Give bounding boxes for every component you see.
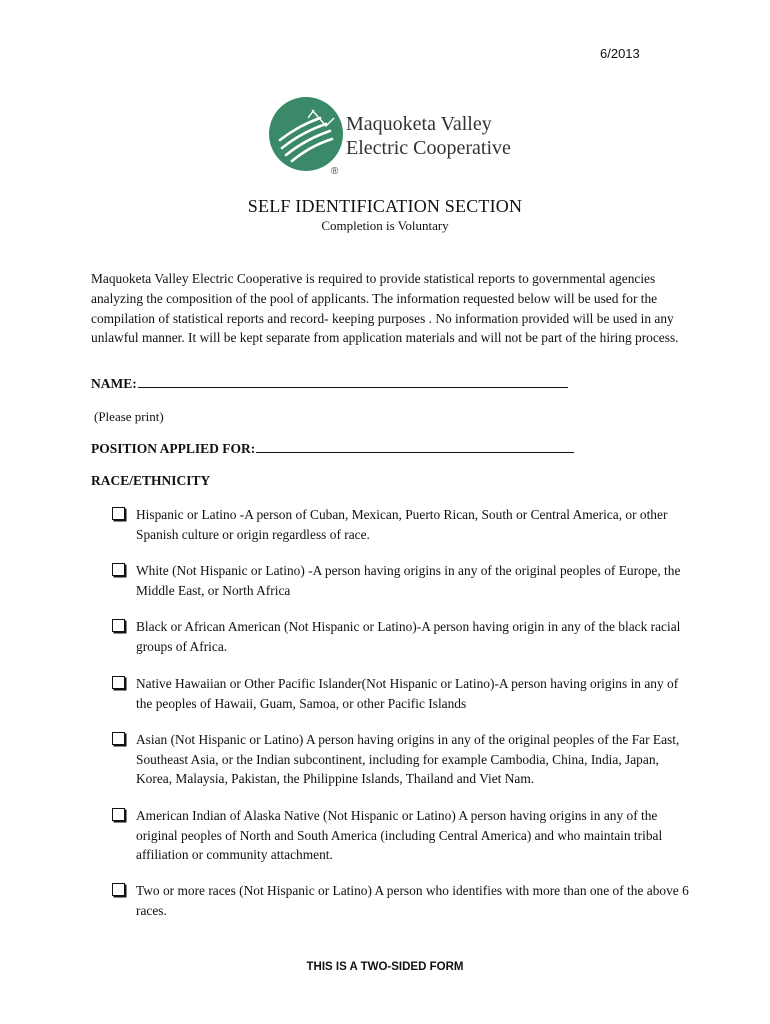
name-input-line[interactable] bbox=[138, 386, 568, 388]
checkbox[interactable] bbox=[112, 563, 125, 576]
checkbox[interactable] bbox=[112, 883, 125, 896]
checkbox[interactable] bbox=[112, 808, 125, 821]
name-field[interactable] bbox=[91, 376, 568, 392]
logo-wordmark bbox=[346, 112, 511, 160]
checkbox[interactable] bbox=[112, 507, 125, 520]
option-label: Native Hawaiian or Other Pacific Islander(Not Hispanic or Latino)-A person having origins in any of the peoples of Hawaii, Guam, Samoa, or other Pacific Islands bbox=[136, 676, 679, 711]
cooperative-logo-icon bbox=[268, 96, 344, 172]
section-title: SELF IDENTIFICATION SECTION bbox=[247, 196, 523, 216]
position-field[interactable] bbox=[91, 441, 574, 457]
option-label: Two or more races (Not Hispanic or Latino) A person who identifies with more than one of the above 6 races. bbox=[136, 883, 689, 918]
race-ethnicity-heading: RACE/ETHNICITY bbox=[91, 473, 211, 488]
name-label: NAME: bbox=[91, 376, 137, 391]
logo-line-1: Maquoketa Valley bbox=[346, 113, 492, 135]
checkbox[interactable] bbox=[112, 619, 125, 632]
intro-paragraph: Maquoketa Valley Electric Cooperative is required to provide statistical reports to governmental agencies analyzing the composition of the pool of applicants. The information requested below will be used for the compilation of statistical reports and record- keeping purposes . No information provided will be used in any unlawful manner. It will be kept separate from application materials and will not be part of the hiring process. bbox=[91, 271, 679, 346]
position-input-line[interactable] bbox=[256, 451, 574, 453]
logo-line-2: Electric Cooperative bbox=[346, 137, 511, 159]
checkbox[interactable] bbox=[112, 732, 125, 745]
option-label: Black or African American (Not Hispanic or Latino)-A person having origin in any of the black racial groups of Africa. bbox=[136, 619, 681, 654]
option-label: Hispanic or Latino -A person of Cuban, Mexican, Puerto Rican, South or Central America, or other Spanish culture or origin regardless of race. bbox=[136, 507, 668, 542]
checkbox[interactable] bbox=[112, 676, 125, 689]
form-date: 6/2013 bbox=[600, 46, 640, 61]
company-logo bbox=[268, 96, 511, 184]
option-label: Asian (Not Hispanic or Latino) A person having origins in any of the original peoples of the Far East, Southeast Asia, or the Indian subcontinent, including for example Cambodia, China, India, Japan, Korea, Malaysia, Pakistan, the Philippine Islands, Thailand and Viet Nam. bbox=[136, 732, 680, 786]
position-label: POSITION APPLIED FOR: bbox=[91, 441, 256, 456]
registered-mark: ® bbox=[331, 166, 339, 177]
name-print-note: (Please print) bbox=[94, 409, 164, 424]
two-sided-notice: THIS IS A TWO-SIDED FORM bbox=[306, 961, 464, 973]
section-subtitle: Completion is Voluntary bbox=[321, 218, 449, 233]
option-label: American Indian of Alaska Native (Not Hispanic or Latino) A person having origins in any of the original peoples of North and South America (including Central America) and who maintain tribal affiliation or community attachment. bbox=[136, 808, 663, 862]
option-label: White (Not Hispanic or Latino) -A person having origins in any of the original peoples of Europe, the Middle East, or North Africa bbox=[136, 563, 681, 598]
